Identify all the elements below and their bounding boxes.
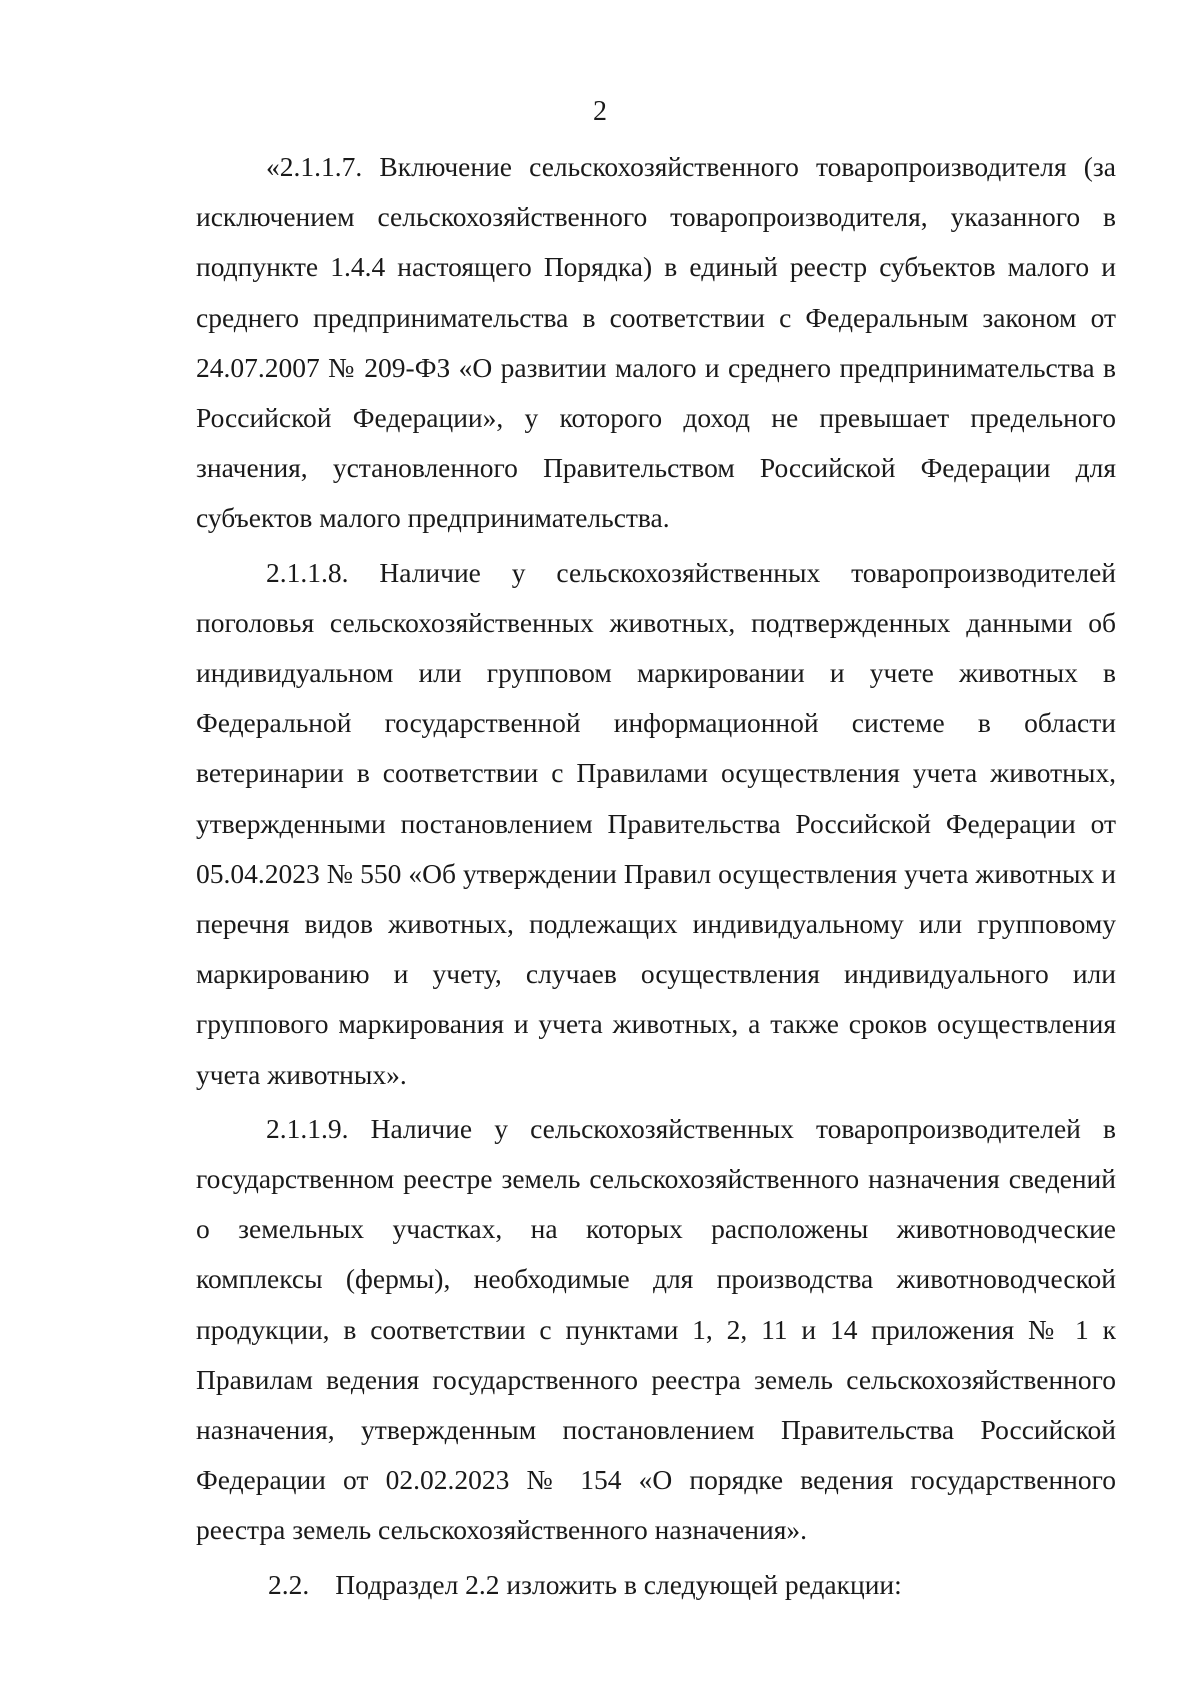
paragraph-2-2-text: Подраздел 2.2 изложить в следующей редакции: [335, 1568, 902, 1600]
document-body [196, 142, 1116, 1614]
paragraph-2-1-1-7: «2.1.1.7. Включение сельскохозяйственного товаропроизводителя (за исключением сельскохозяйственного товаропроизводителя, указанного в подпункте 1.4.4 настоящего Порядка) в единый реестр субъектов малого и среднего предпринимательства в соответствии с Федеральным законом от 24.07.2007 № 209-ФЗ «О развитии малого и среднего предпринимательства в Российской Федерации», у которого доход не превышает предельного значения, установленного Правительством Российской Федерации для субъектов малого предпринимательства. [196, 151, 1116, 534]
paragraph-2-1-1-8: 2.1.1.8. Наличие у сельскохозяйственных товаропроизводителей поголовья сельскохозяйственных животных, подтвержденных данными об индивидуальном или групповом маркировании и учете животных в Федеральной государственной информационной системе в области ветеринарии в соответствии с Правилами осуществления учета животных, утвержденными постановлением Правительства Российской Федерации от 05.04.2023 № 550 «Об утверждении Правил осуществления учета животных и перечня видов животных, подлежащих индивидуальному или групповому маркированию и учету, случаев осуществления индивидуального или группового маркирования и учета животных, а также сроков осуществления учета животных». [196, 556, 1116, 1090]
paragraph-2-1-1-9: 2.1.1.9. Наличие у сельскохозяйственных товаропроизводителей в государственном реестре земель сельскохозяйственного назначения сведений о земельных участках, на которых расположены животноводческие комплексы (фермы), необходимые для производства животноводческой продукции, в соответствии с пунктами 1, 2, 11 и 14 приложения № 1 к Правилам ведения государственного реестра земель сельскохозяйственного назначения, утвержденным постановлением Правительства Российской Федерации от 02.02.2023 № 154 «О порядке ведения государственного реестра земель сельскохозяйственного назначения». [196, 1112, 1116, 1546]
paragraph-2-2-number: 2.2. [268, 1568, 310, 1600]
page-number: 2 [593, 96, 607, 127]
paragraph-2-2 [196, 1560, 1116, 1610]
